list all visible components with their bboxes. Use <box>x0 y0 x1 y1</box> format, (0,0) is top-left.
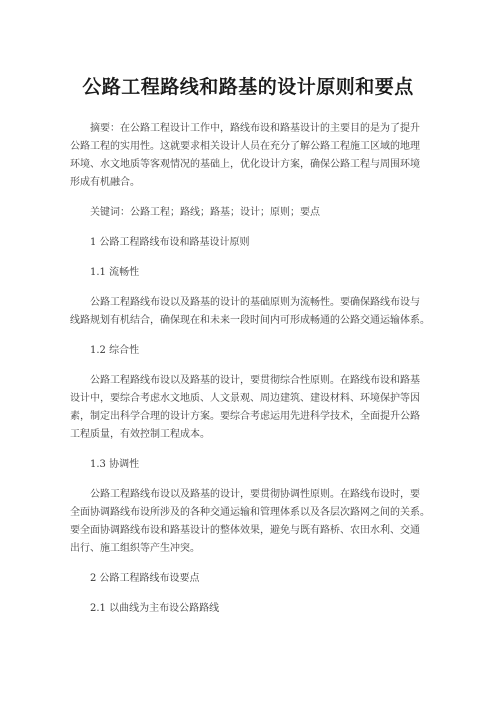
section-heading: 1 公路工程路线布设和路基设计原则 <box>90 237 250 248</box>
abstract-line: 摘要：在公路工程设计工作中，路线布设和路基设计的主要目的是为了提升 <box>90 123 420 134</box>
document-title: 公路工程路线和路基的设计原则和要点 <box>82 76 414 98</box>
subsection-heading: 1.3 协调性 <box>90 459 140 470</box>
paragraph-line: 公路工程路线布设以及路基的设计，要贯彻协调性原则。在路线布设时，要 <box>90 489 420 500</box>
subsection-heading: 2.1 以曲线为主布设公路路线 <box>90 603 220 614</box>
paragraph-line: 工程质量，有效控制工程成本。 <box>70 429 210 440</box>
section-heading: 2 公路工程路线布设要点 <box>90 573 200 584</box>
abstract-line: 环境、水文地质等客观情况的基础上，优化设计方案，确保公路工程与周围环境 <box>70 159 420 170</box>
paragraph-line: 全面协调路线布设所涉及的各种交通运输和管理体系以及各层次路网之间的关系。 <box>70 507 430 518</box>
subsection-heading: 1.1 流畅性 <box>90 267 140 278</box>
paragraph-line: 素，制定出科学合理的设计方案。要综合考虑运用先进科学技术，全面提升公路 <box>70 411 420 422</box>
keywords-line: 关键词：公路工程；路线；路基；设计；原则；要点 <box>90 207 320 218</box>
paragraph-line: 公路工程路线布设以及路基的设计，要贯彻综合性原则。在路线布设和路基 <box>90 375 420 386</box>
abstract-line: 形成有机融合。 <box>70 177 140 188</box>
paragraph-line: 设计中，要综合考虑水文地质、人文景观、周边建筑、建设材料、环境保护等因 <box>70 393 420 404</box>
abstract-line: 公路工程的实用性。这就要求相关设计人员在充分了解公路工程施工区域的地理 <box>70 141 420 152</box>
paragraph-line: 要全面协调路线布设和路基设计的整体效果，避免与既有路桥、农田水利、交通 <box>70 525 420 536</box>
paragraph-line: 公路工程路线布设以及路基的设计的基础原则为流畅性。要确保路线布设与 <box>90 297 420 308</box>
paragraph-line: 出行、施工组织等产生冲突。 <box>70 543 200 554</box>
subsection-heading: 1.2 综合性 <box>90 345 140 356</box>
paragraph-line: 线路规划有机结合，确保现在和未来一段时间内可形成畅通的公路交通运输体系。 <box>70 315 430 326</box>
